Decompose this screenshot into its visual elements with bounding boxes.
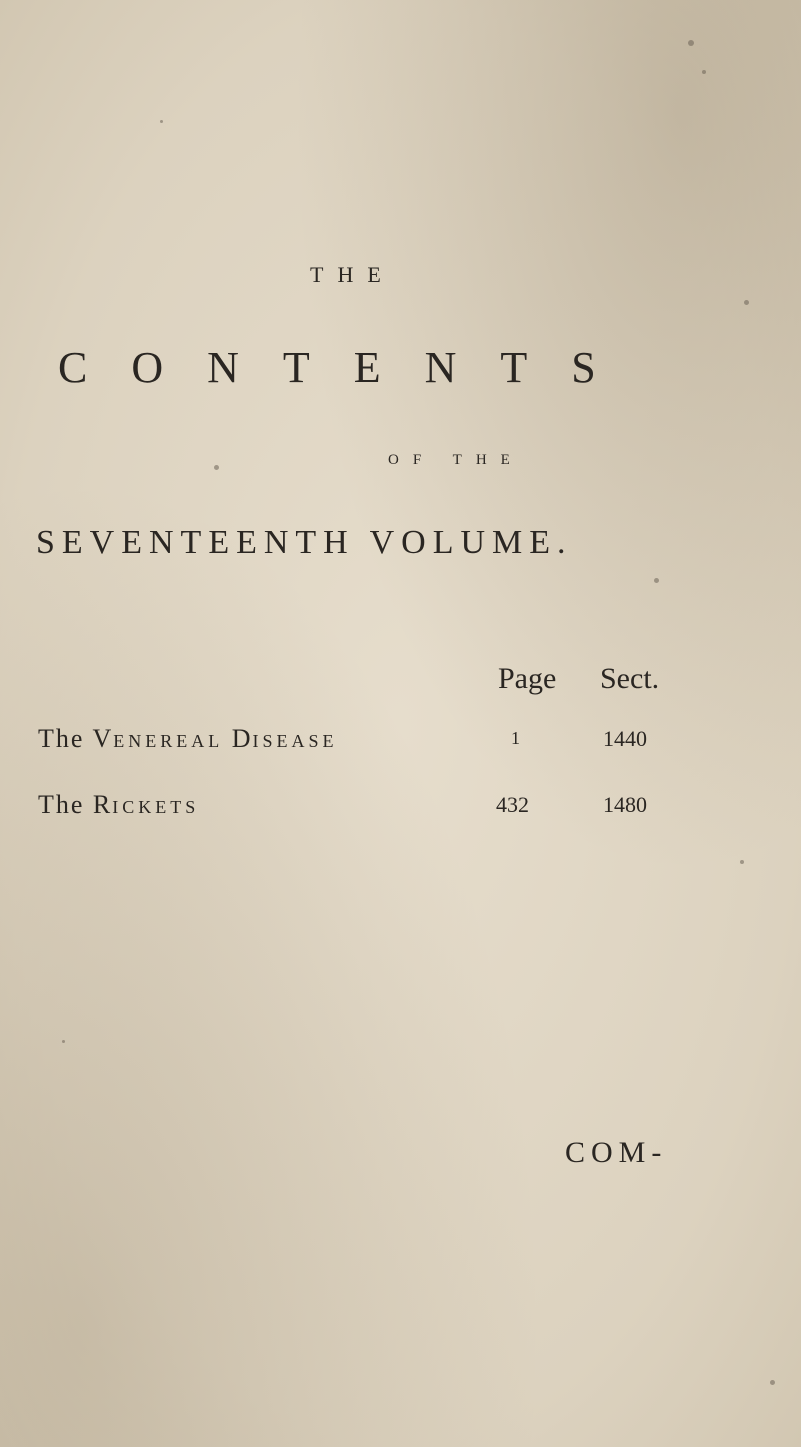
foxing-speck — [654, 578, 659, 583]
foxing-speck — [740, 860, 744, 864]
foxing-speck — [62, 1040, 65, 1043]
title-initial: The V — [38, 724, 114, 753]
heading-contents: CONTENTS — [58, 343, 640, 392]
title-small-caps: ENEREAL — [113, 731, 224, 751]
toc-entry-title — [38, 724, 338, 754]
toc-entry-page: 432 — [496, 792, 529, 817]
toc-entry-title — [38, 790, 199, 820]
title-initial: D — [223, 724, 253, 753]
heading-volume: SEVENTEENTH VOLUME. — [36, 524, 573, 561]
catchword: COM- — [565, 1136, 668, 1169]
toc-entry-sect: 1440 — [603, 726, 647, 751]
column-header-page: Page — [498, 662, 557, 695]
foxing-speck — [214, 465, 219, 470]
heading-of-the: OF THE — [388, 452, 524, 468]
toc-entry-page: 1 — [511, 728, 520, 748]
foxing-speck — [744, 300, 749, 305]
column-header-sect: Sect. — [600, 662, 660, 695]
heading-the: THE — [310, 262, 395, 287]
foxing-speck — [160, 120, 163, 123]
toc-entry-sect: 1480 — [603, 792, 647, 817]
foxing-speck — [770, 1380, 775, 1385]
title-small-caps: ICKETS — [112, 797, 200, 817]
foxing-speck — [688, 40, 694, 46]
foxing-speck — [702, 70, 706, 74]
title-small-caps: ISEASE — [252, 731, 338, 751]
title-initial: The R — [38, 790, 113, 819]
